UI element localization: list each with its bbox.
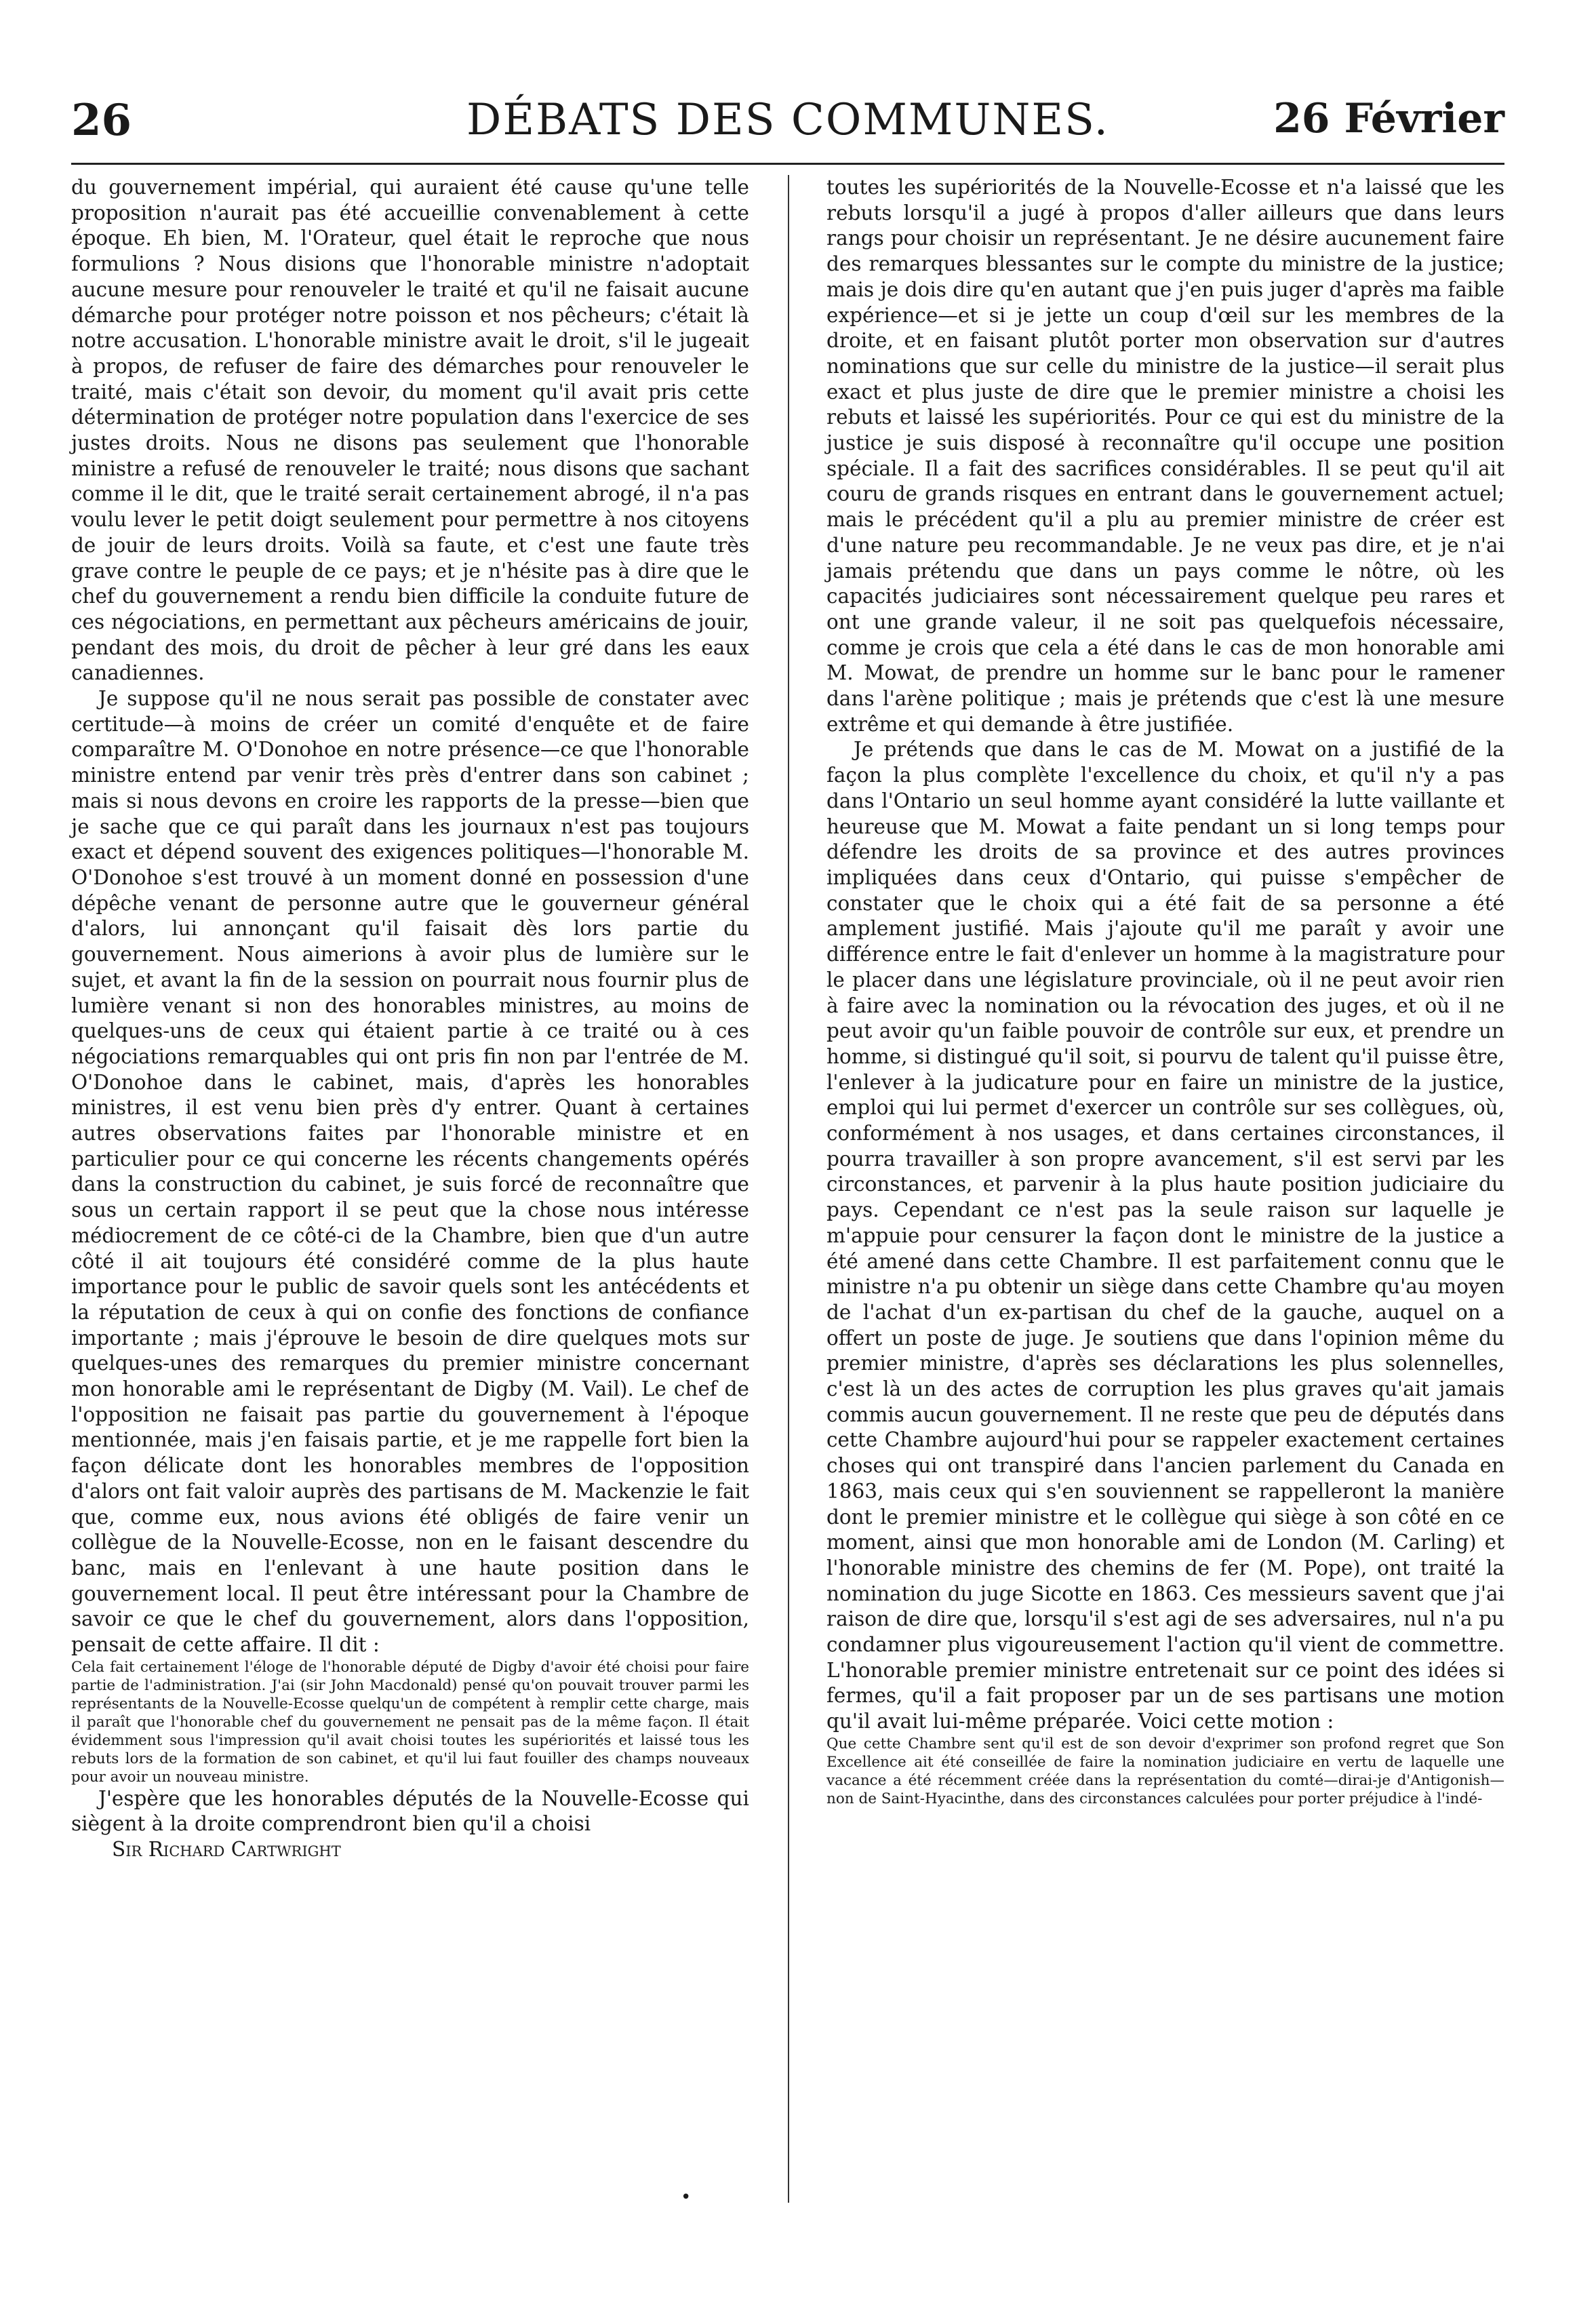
running-footer-speaker: Sir Richard Cartwright [112,1838,341,1862]
paragraph: toutes les supériorités de la Nouvelle-Ecosse et n'a laissé que les rebuts lorsqu'il a jugé à propos d'aller ailleurs que dans leurs rangs pour choisir un représentant. Je ne désire aucunement faire des remarques blessantes sur le compte du ministre de la justice; mais je dois dire qu'en autant que j'en puis juger d'après ma faible expérience—et si je jette un coup d'œil sur les membres de la droite, et en faisant plutôt porter mon observation sur d'autres nominations que sur celle du ministre de la justice—il serait plus exact et plus juste de dire que le premier ministre a choisi les rebuts et laissé les supériorités. Pour ce qui est du ministre de la justice je suis disposé à reconnaître qu'il occupe une position spéciale. Il a fait des sacrifices considérables. Il se peut qu'il ait couru de grands risques en entrant dans le gouvernement actuel; mais le précédent qu'il a plu au premier ministre de créer est d'une nature peu recommandable. Je ne veux pas dire, et je n'ai jamais prétendu que dans un pays comme le nôtre, où les capacités judiciaires sont nécessairement quelque peu rares et ont une grande valeur, il ne soit pas quelquefois nécessaire, comme je crois que cela a été dans le cas de mon honorable ami M. Mowat, de prendre un homme sur le banc pour le ramener dans l'arène politique ; mais je prétends que c'est là une mesure extrême et qui demande à être justifiée. [826,176,1504,736]
page-number: 26 [71,95,132,146]
page-date: 26 Février [1273,95,1504,142]
paragraph: Je prétends que dans le cas de M. Mowat on a justifié de la façon la plus complète l'excellence du choix, et qu'il n'y a pas dans l'Ontario un seul homme ayant considéré la lutte vaillante et heureuse que M. Mowat a faite pendant un si long temps pour défendre les droits de sa province et des autres provinces impliquées dans ceux d'Ontario, qui puisse s'empêcher de constater que le choix qui a été fait de sa personne a été amplement justifié. Mais j'ajoute qu'il me paraît y avoir une différence entre le fait d'enlever un homme à la magistrature pour le placer dans une législature provinciale, où il ne peut avoir rien à faire avec la nomination ou la révocation des juges, et où il ne peut avoir qu'un faible pouvoir de contrôle sur eux, et prendre un homme, si distingué qu'il soit, si pourvu de talent qu'il puisse être, l'enlever à la judicature pour en faire un ministre de la justice, emploi qui lui permet d'exercer un contrôle sur ses collègues, où, conformément à nos usages, et dans certaines circonstances, il pourra travailler à son propre avancement, s'il est servi par les circonstances, et parvenir à la plus haute position judiciaire du pays. Cependant ce n'est pas la seule raison sur laquelle je m'appuie pour censurer la façon dont le ministre de la justice a été amené dans cette Chambre. Il est parfaitement connu que le ministre n'a pu obtenir un siège dans cette Chambre qu'au moyen de l'achat d'un ex-partisan du chef de la gauche, auquel on a offert un poste de juge. Je soutiens que dans l'opinion même du premier ministre, d'après ses déclarations les plus solennelles, c'est là un des actes de corruption les plus graves qu'ait jamais commis aucun gouvernement. Il ne reste que peu de députés dans cette Chambre aujourd'hui pour se rappeler exactement certaines choses qui ont transpiré dans l'ancien parlement du Canada en 1863, mais ceux qui s'en souviennent se rappelleront la manière dont le premier ministre et le collègue qui siège à son côté en ce moment, ainsi que mon honorable ami de London (M. Carling) et l'honorable ministre des chemins de fer (M. Pope), ont traité la nomination du juge Sicotte en 1863. Ces messieurs savent que j'ai raison de dire que, lorsqu'il s'est agi de ses adversaires, nul n'a pu condamner plus vigoureusement l'action qu'il vient de commettre. L'honorable premier ministre entretenait sur ce point des idées si fermes, qu'il a fait proposer par un de ses partisans une motion qu'il avait lui-même préparée. Voici cette motion : [826,738,1504,1733]
page-title: DÉBATS DES COMMUNES. [466,95,1109,145]
paragraph: Je suppose qu'il ne nous serait pas possible de constater avec certitude—à moins de créer un comité d'enquête et de faire comparaître M. O'Donohoe en notre présence—ce que l'honorable ministre entend par venir très près d'entrer dans son cabinet ; mais si nous devons en croire les rapports de la presse—bien que je sache que ce qui paraît dans les journaux n'est pas toujours exact et dépend souvent des exigences politiques—l'honorable M. O'Donohoe s'est trouvé à un moment donné en possession d'une dépêche venant de personne autre que le gouverneur général d'alors, lui annonçant qu'il faisait dès lors partie du gouvernement. Nous aimerions à avoir plus de lumière sur le sujet, et avant la fin de la session on pourrait nous fournir plus de lumière venant si non des honorables ministres, au moins de quelques-uns de ceux qui étaient partie à ce traité ou à ces négociations remarquables qui ont pris fin non par l'entrée de M. O'Donohoe dans le cabinet, mais, d'après les honorables ministres, il est venu bien près d'y entrer. Quant à certaines autres observations faites par l'honorable ministre et en particulier pour ce qui concerne les récents changements opérés dans la construction du cabinet, je suis forcé de reconnaître que sous un certain rapport il se peut que la chose nous intéresse médiocrement de ce côté-ci de la Chambre, bien que d'un autre côté il ait toujours été considéré comme de la plus haute importance pour le public de savoir quels sont les antécédents et la réputation de ceux à qui on confie des fonctions de confiance importante ; mais j'éprouve le besoin de dire quelques mots sur quelques-unes des remarques du premier ministre concernant mon honorable ami le représentant de Digby (M. Vail). Le chef de l'opposition ne faisait pas partie du gouvernement à l'époque mentionnée, mais j'en faisais partie, et je me rappelle fort bien la façon délicate dont les honorables membres de l'opposition d'alors ont fait valoir auprès des partisans de M. Mackenzie le fait que, comme eux, nous avions été obligés de faire venir un collègue de la Nouvelle-Ecosse, non en le faisant descendre du banc, mais en l'enlevant à une haute position dans le gouvernement local. Il peut être intéressant pour la Chambre de savoir ce que le chef du gouvernement, alors dans l'opposition, pensait de cette affaire. Il dit : [71,687,749,1657]
paragraph: du gouvernement impérial, qui auraient été cause qu'une telle proposition n'aurait pas été accueillie convenablement à cette époque. Eh bien, M. l'Orateur, quel était le reproche que nous formulions ? Nous disions que l'honorable ministre n'adoptait aucune mesure pour renouveler le traité et qu'il ne faisait aucune démarche pour protéger notre poisson et nos pêcheurs; c'était là notre accusation. L'honorable ministre avait le droit, s'il le jugeait à propos, de refuser de faire des démarches pour renouveler le traité, mais c'était son devoir, du moment qu'il avait pris cette détermination de protéger notre population dans l'exercice de ses justes droits. Nous ne disons pas seulement que l'honorable ministre a refusé de renouveler le traité; nous disons que sachant comme il le dit, que le traité serait certainement abrogé, il n'a pas voulu lever le petit doigt seulement pour permettre à nos citoyens de jouir de leurs droits. Voilà sa faute, et c'est une faute très grave contre le peuple de ce pays; et je n'hésite pas à dire que le chef du gouvernement a rendu bien difficile la conduite future de ces négociations, en permettant aux pêcheurs américains de jouir, pendant des mois, du droit de pêcher à leur gré dans les eaux canadiennes. [71,176,749,685]
newspaper-page [71,81,1504,2272]
right-column [826,175,1504,1808]
paragraph: J'espère que les honorables députés de la Nouvelle-Ecosse qui siègent à la droite comprendront bien qu'il a choisi [71,1786,749,1836]
block-quote: Que cette Chambre sent qu'il est de son devoir d'exprimer son profond regret que Son Excellence ait été conseillée de faire la nomination judiciaire en vertu de laquelle une vacance a été récemment créée dans la représentation du comté—dirai-je d'Antigonish—non de Saint-Hyacinthe, dans des circonstances calculées pour porter préjudice à l'indé- [826,1735,1504,1807]
block-quote: Cela fait certainement l'éloge de l'honorable député de Digby d'avoir été choisi pour faire partie de l'administration. J'ai (sir John Macdonald) pensé qu'on pouvait trouver parmi les représentants de la Nouvelle-Ecosse quelqu'un de compétent à remplir cette charge, mais il paraît que l'honorable chef du gouvernement ne pensait pas de la même façon. Il était évidemment sous l'impression qu'il avait choisi toutes les supériorités et laissé tous les rebuts lors de la formation de son cabinet, et qu'il lui faut fouiller des champs nouveaux pour avoir un nouveau ministre. [71,1658,749,1786]
page-mark-dot: • [681,2187,692,2207]
left-column [71,175,749,1863]
column-divider [788,175,789,2203]
page-header [71,81,1504,165]
text-columns [71,175,1504,2272]
